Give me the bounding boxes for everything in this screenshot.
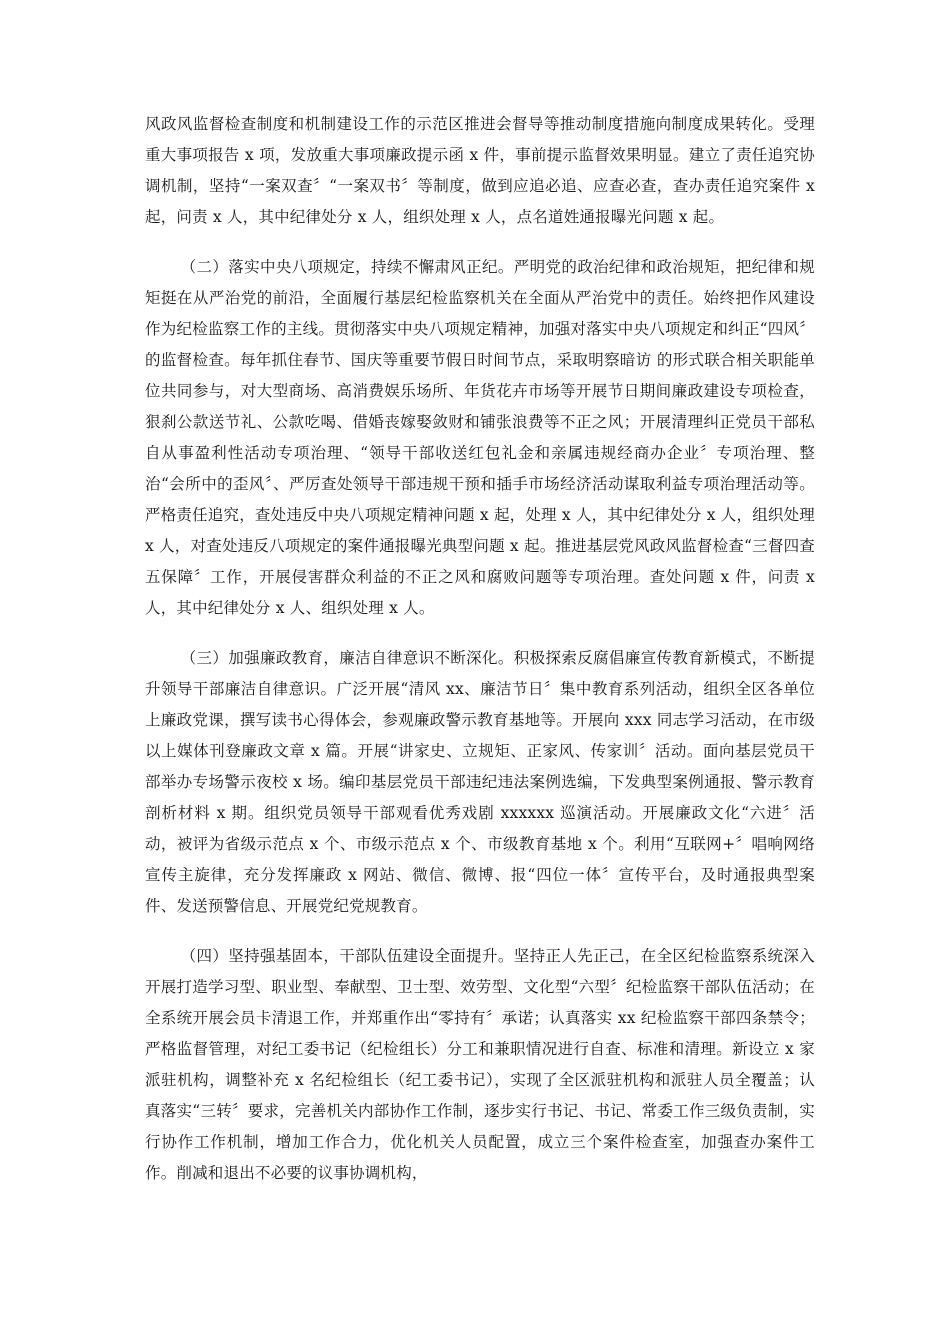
paragraph-section-2: （二）落实中央八项规定，持续不懈肃风正纪。严明党的政治纪律和政治规矩，把纪律和规矩挺在从严治党的前沿，全面履行基层纪检监察机关在全面从严治党中的责任。始终把作风建设作为纪检监察工作的主线。贯彻落实中央八项规定精神，加强对落实中央八项规定和纠正“四风〞的监督检查。每年抓住春节、国庆等重要节假日时间节点，采取明察暗访 的形式联合相关职能单位共同参与，对大型商场、高消费娱乐场所、年货花卉市场等开展节日期间廉政建设专项检查，狠刹公款送节礼、公款吃喝、借婚丧嫁娶敛财和铺张浪费等不正之风；开展清理纠正党员干部私自从事盈利性活动专项治理、“领导干部收送红包礼金和亲属违规经商办企业〞专项治理、整治“会所中的歪风〞、严厉查处领导干部违规干预和插手市场经济活动谋取利益专项治理活动等。严格责任追究，查处违反中央八项规定精神问题 x 起，处理 x 人，其中纪律处分 x 人，组织处理 x 人，对查处违反八项规定的案件通报曝光典型问题 x 起。推进基层党风政风监督检查“三督四查五保障〞工作，开展侵害群众利益的不正之风和腐败问题等专项治理。查处问题 x 件，问责 x 人，其中纪律处分 x 人、组织处理 x 人。 [145, 258, 815, 617]
document-body [145, 109, 815, 1189]
paragraph-section-3: （三）加强廉政教育，廉洁自律意识不断深化。积极探索反腐倡廉宣传教育新模式，不断提升领导干部廉洁自律意识。广泛开展“清风 xx、廉洁节日〞集中教育系列活动，组织全区各单位上廉政党课，撰写读书心得体会，参观廉政警示教育基地等。开展向 xxx 同志学习活动，在市级以上媒体刊登廉政文章 x 篇。开展“讲家史、立规矩、正家风、传家训〞活动。面向基层党员干部举办专场警示夜校 x 场。编印基层党员干部违纪违法案例选编，下发典型案例通报、警示教育剖析材料 x 期。组织党员领导干部观看优秀戏剧 xxxxxx 巡演活动。开展廉政文化“六进〞活动，被评为省级示范点 x 个、市级示范点 x 个、市级教育基地 x 个。利用“互联网+〞唱响网络宣传主旋律，充分发挥廉政 x 网站、微信、微博、报“四位一体〞宣传平台，及时通报典型案件、发送预警信息、开展党纪党规教育。 [145, 649, 815, 915]
paragraph-continuation: 风政风监督检查制度和机制建设工作的示范区推进会督导等推动制度措施向制度成果转化。受理重大事项报告 x 项，发放重大事项廉政提示函 x 件，事前提示监督效果明显。建立了责任追究协调机制，坚持“一案双查〞“一案双书〞等制度，做到应追必追、应查必查，查办责任追究案件 x 起，问责 x 人，其中纪律处分 x 人，组织处理 x 人，点名道姓通报曝光问题 x 起。 [145, 115, 815, 226]
paragraph-section-4: （四）坚持强基固本，干部队伍建设全面提升。坚持正人先正己，在全区纪检监察系统深入开展打造学习型、职业型、奉献型、卫士型、效劳型、文化型“六型〞纪检监察干部队伍活动；在全系统开展会员卡清退工作，并郑重作出“零持有〞承诺；认真落实 xx 纪检监察干部四条禁令；严格监督管理，对纪工委书记（纪检组长）分工和兼职情况进行自查、标准和清理。新设立 x 家派驻机构，调整补充 x 名纪检组长（纪工委书记），实现了全区派驻机构和派驻人员全覆盖；认真落实“三转〞要求，完善机关内部协作工作制，逐步实行书记、书记、常委工作三级负责制，实行协作工作机制，增加工作合力，优化机关人员配置，成立三个案件检查室，加强查办案件工作。削减和退出不必要的议事协调机构， [145, 947, 815, 1182]
